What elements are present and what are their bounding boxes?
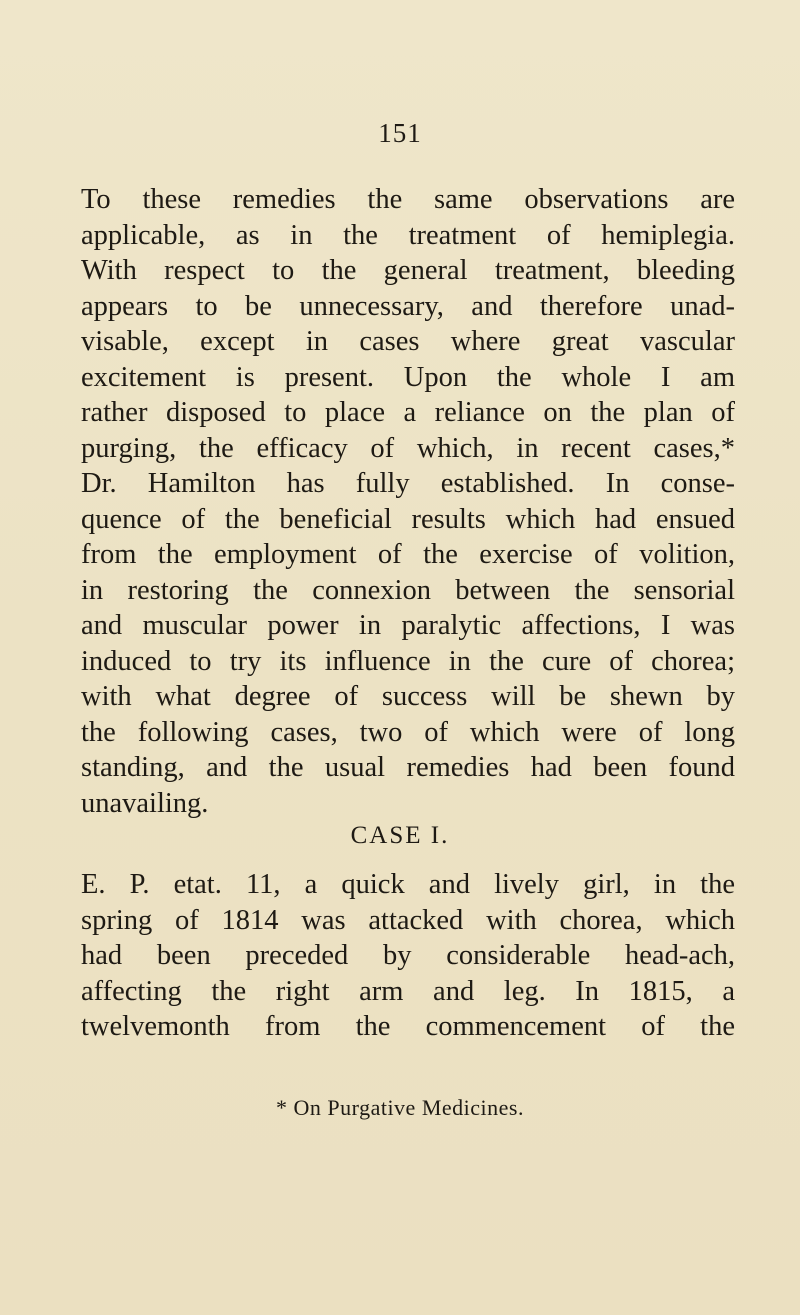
text-line: E. P. etat. 11, a quick and lively girl, in the [81, 869, 735, 900]
page-number: 151 [378, 118, 422, 148]
text-line: spring of 1814 was attacked with chorea, which [81, 904, 735, 936]
text-line: visable, except in cases where great vascular [81, 326, 735, 357]
text-line: excitement is present. Upon the whole I am [81, 361, 735, 393]
text-line: from the employment of the exercise of volition, [81, 539, 735, 570]
text-line: purging, the efficacy of which, in recent cases,* [81, 432, 735, 464]
text-line: applicable, as in the treatment of hemiplegia. [81, 219, 735, 251]
text-line: and muscular power in paralytic affections, I was [81, 610, 735, 641]
text-line: quence of the beneficial results which had ensued [81, 503, 735, 535]
text-line: With respect to the general treatment, bleeding [81, 255, 735, 286]
text-line: rather disposed to place a reliance on the plan of [81, 397, 735, 428]
text-line: the following cases, two of which were of long [81, 716, 735, 748]
case-heading: CASE I. [350, 822, 450, 849]
text-line: To these remedies the same observations are [81, 184, 735, 215]
text-line: Dr. Hamilton has fully established. In conse- [81, 468, 735, 499]
text-line: induced to try its influence in the cure of chorea; [81, 645, 735, 677]
text-line: with what degree of success will be shewn by [81, 681, 735, 712]
text-line: affecting the right arm and leg. In 1815, a [81, 975, 735, 1007]
text-line: unavailing. [81, 787, 209, 819]
footnote: * On Purgative Medicines. [276, 1095, 524, 1120]
text-line: appears to be unnecessary, and therefore unad- [81, 290, 735, 322]
paragraph-case-one [81, 867, 735, 1045]
text-line: standing, and the usual remedies had been found [81, 752, 735, 783]
text-line: had been preceded by considerable head-ach, [81, 940, 735, 971]
text-line: twelvemonth from the commencement of the [81, 1011, 735, 1042]
text-line: in restoring the connexion between the sensorial [81, 574, 735, 606]
paragraph-remedies [81, 182, 735, 821]
